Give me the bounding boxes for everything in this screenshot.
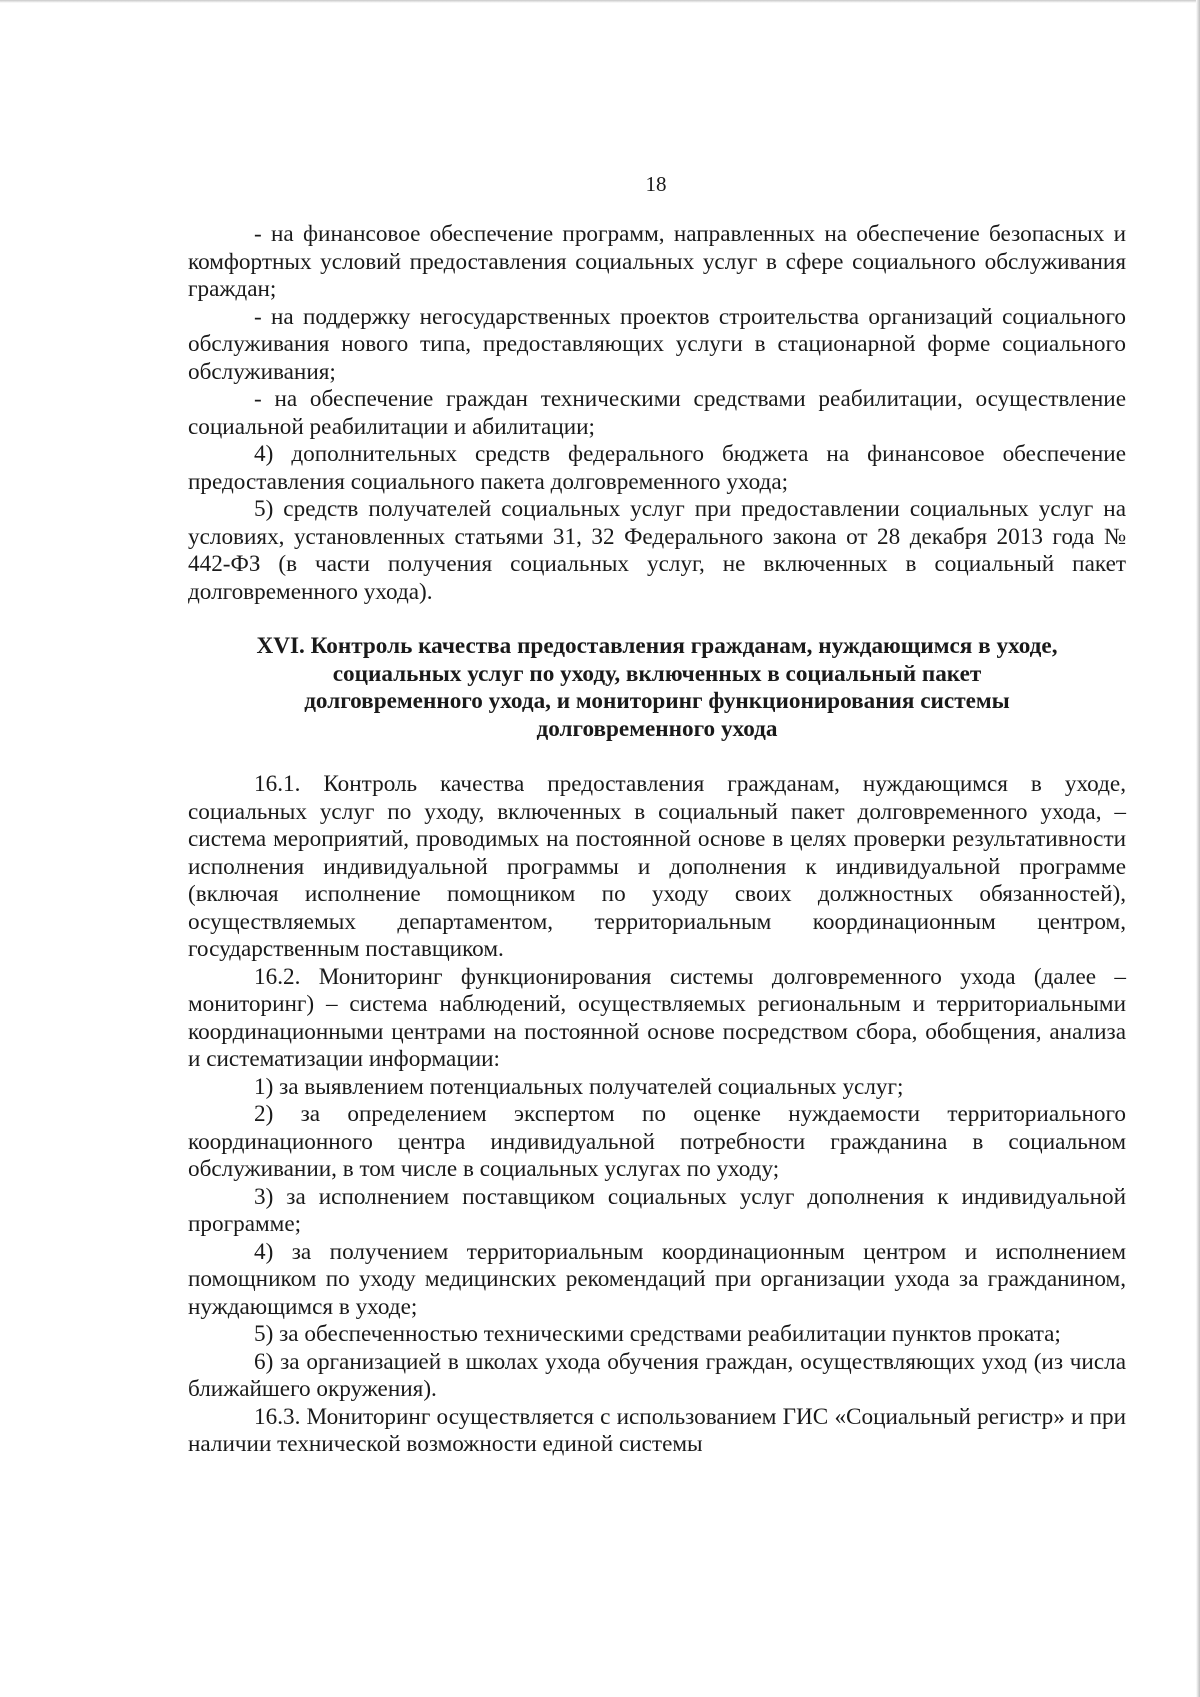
paragraph-financing-programs: - на финансовое обеспечение программ, направленных на обеспечение безопасных и комфортных условий предоставления социальных услуг в сфере социального обслуживания граждан; [188, 221, 1126, 302]
document-body [188, 221, 1126, 1459]
scan-edge-right [1196, 0, 1200, 1697]
paragraph-rehabilitation-means: - на обеспечение граждан техническими средствами реабилитации, осуществление социальной реабилитации и абилитации; [188, 386, 1126, 440]
paragraph-federal-budget: 4) дополнительных средств федерального бюджета на финансовое обеспечение предоставления социального пакета долговременного ухода; [188, 441, 1126, 495]
list-item-monitoring-1: 1) за выявлением потенциальных получателей социальных услуг; [254, 1073, 904, 1100]
section-heading-line: XVI. Контроль качества предоставления гражданам, нуждающимся в уходе, [256, 633, 1058, 659]
paragraph-16-2: 16.2. Мониторинг функционирования системы долговременного ухода (далее – мониторинг) – система наблюдений, осуществляемых региональным и территориальными координационными центрами на постоянной основе посредством сбора, обобщения, анализа и систематизации информации: [188, 963, 1126, 1072]
page-number: 18 [645, 172, 667, 196]
list-item-monitoring-6: 6) за организацией в школах ухода обучения граждан, осуществляющих уход (из числа ближайшего окружения). [188, 1348, 1126, 1402]
section-heading-line: социальных услуг по уходу, включенных в социальный пакет [332, 660, 982, 687]
list-item-monitoring-3: 3) за исполнением поставщиком социальных услуг дополнения к индивидуальной программе; [188, 1183, 1126, 1237]
paragraph-recipient-funds: 5) средств получателей социальных услуг при предоставлении социальных услуг на условиях, установленных статьями 31, 32 Федерального закона от 28 декабря 2013 года № 442-ФЗ (в части получения социальных услуг, не включенных в социальный пакет долговременного ухода). [188, 496, 1126, 605]
scan-edge-top [0, 0, 1200, 3]
list-item-monitoring-5: 5) за обеспеченностью техническими средствами реабилитации пунктов проката; [254, 1321, 1061, 1347]
list-item-monitoring-4: 4) за получением территориальным координационным центром и исполнением помощником по уходу медицинских рекомендаций при организации ухода за гражданином, нуждающимся в уходе; [188, 1238, 1126, 1320]
paragraph-16-1: 16.1. Контроль качества предоставления гражданам, нуждающимся в уходе, социальных услуг по уходу, включенных в социальный пакет долговременного ухода, – система мероприятий, проводимых на постоянной основе в целях проверки результативности исполнения индивидуальной программы и дополнения к индивидуальной программе (включая исполнение помощником по уходу своих должностных обязанностей), осуществляемых департаментом, территориальным координационным центром, государственным поставщиком. [188, 771, 1126, 962]
list-item-monitoring-2: 2) за определением экспертом по оценке нуждаемости территориального координационного центра индивидуальной потребности гражданина в социальном обслуживании, в том числе в социальных услугах по уходу; [188, 1101, 1126, 1182]
paragraph-non-state-projects: - на поддержку негосударственных проектов строительства организаций социального обслуживания нового типа, предоставляющих услуги в стационарной форме социального обслуживания; [188, 303, 1126, 385]
paragraph-16-3: 16.3. Мониторинг осуществляется с использованием ГИС «Социальный регистр» и при наличии технической возможности единой системы [188, 1403, 1126, 1457]
section-heading-line: долговременного ухода [536, 715, 778, 742]
section-heading-line: долговременного ухода, и мониторинг функционирования системы [304, 688, 1010, 714]
section-heading-xvi [188, 633, 1126, 743]
